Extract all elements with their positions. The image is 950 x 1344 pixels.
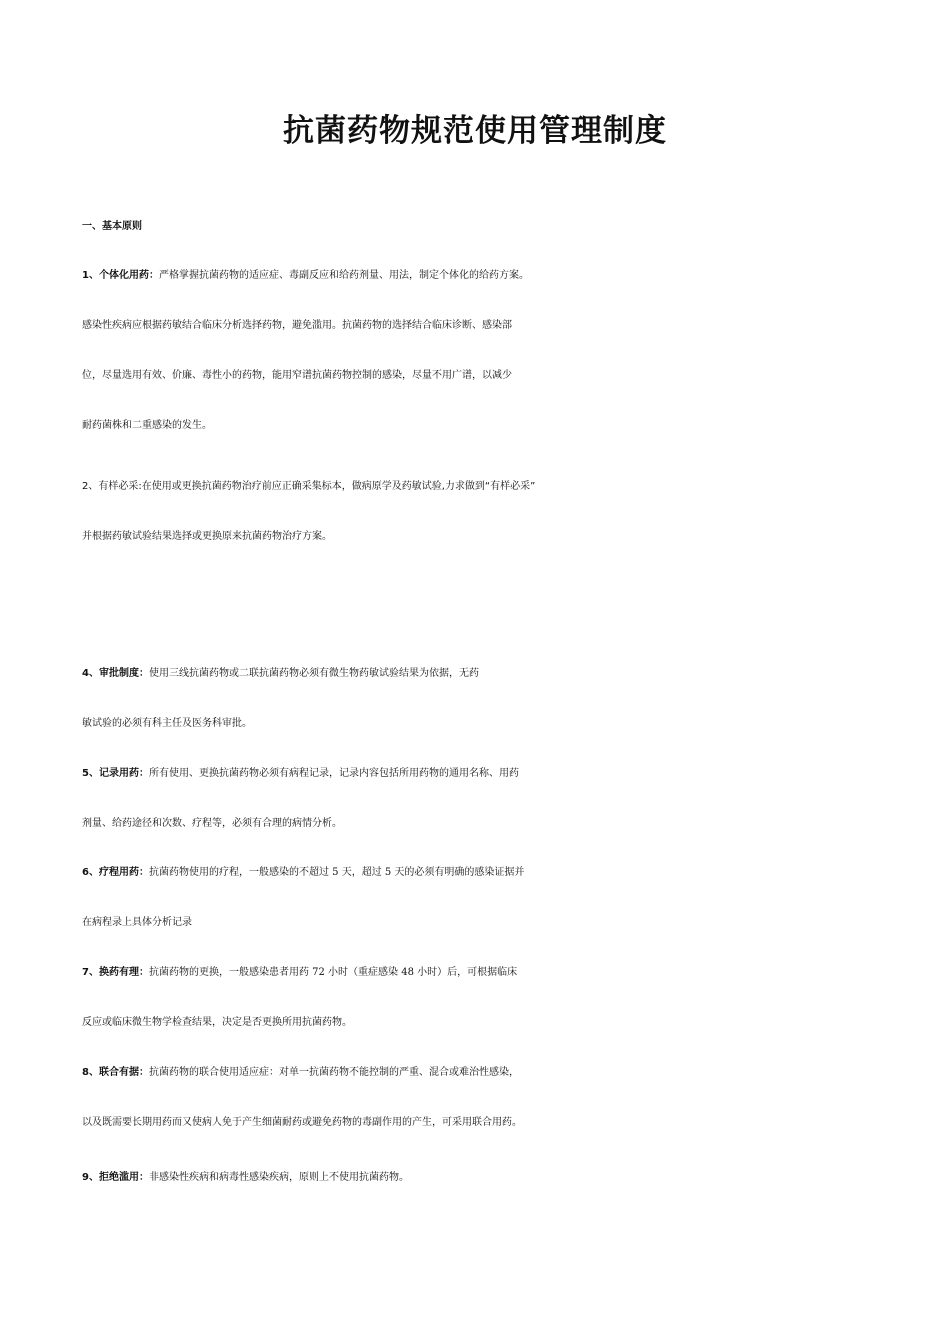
item-7-lead: 7、换药有理	[82, 967, 139, 978]
item-8-text: 抗菌药物的联合使用适应症：对单一抗菌药物不能控制的严重、混合或难治性感染，	[148, 1067, 519, 1078]
item-1-line-2: 感染性疾病应根据药敏结合临床分析选择药物，避免滥用。抗菌药物的选择结合临床诊断、感染部	[82, 320, 512, 331]
item-1-line-3: 位，尽量选用有效、价廉、毒性小的药物，能用窄谱抗菌药物控制的感染，尽量不用广谱，以减少	[82, 370, 512, 381]
item-2-lead: 2、有样必采	[82, 481, 139, 492]
item-2-separator: :	[138, 481, 142, 492]
item-7-line-2: 反应或临床微生物学检查结果，决定是否更换所用抗菌药物。	[82, 1017, 352, 1028]
item-4-line-1	[82, 662, 882, 686]
item-9-line-1	[82, 1166, 882, 1190]
item-5-line-2: 剂量、给药途径和次数、疗程等，必须有合理的病情分析。	[82, 818, 342, 829]
item-5-line-1	[82, 762, 882, 786]
item-8-line-1	[82, 1061, 882, 1085]
item-1-lead: 1、个体化用药	[82, 270, 149, 281]
item-9-text: 非感染性疾病和病毒性感染疾病，原则上不使用抗菌药物。	[148, 1172, 409, 1183]
item-7-text: 抗菌药物的更换，一般感染患者用药 72 小时（重症感染 48 小时）后，可根据临床	[148, 967, 518, 978]
item-1-separator: ：	[148, 270, 159, 281]
item-9-lead: 9、拒绝滥用	[82, 1172, 139, 1183]
item-5-lead: 5、记录用药	[82, 768, 139, 779]
item-2-text: 在使用或更换抗菌药物治疗前应正确采集标本，做病原学及药敏试验,力求做到“有样必采”	[141, 481, 536, 492]
item-6-separator: ：	[138, 867, 149, 878]
item-4-line-2: 敏试验的必须有科主任及医务科审批。	[82, 718, 252, 729]
item-1-line-4: 耐药菌株和二重感染的发生。	[82, 420, 212, 431]
item-7-line-1	[82, 961, 882, 985]
item-1-text: 严格掌握抗菌药物的适应症、毒副反应和给药剂量、用法，制定个体化的给药方案。	[158, 270, 529, 281]
item-9-separator: ：	[138, 1172, 149, 1183]
item-5-separator: ：	[138, 768, 149, 779]
item-1-line-1	[82, 264, 882, 288]
item-6-line-1	[82, 861, 882, 885]
item-2-line-2: 并根据药敏试验结果选择或更换原来抗菌药物治疗方案。	[82, 531, 332, 542]
document-title: 抗菌药物规范使用管理制度	[283, 113, 667, 149]
item-6-lead: 6、疗程用药	[82, 867, 139, 878]
item-8-line-2: 以及既需要长期用药而又使病人免于产生细菌耐药或避免药物的毒副作用的产生，可采用联合用药。	[82, 1117, 522, 1128]
item-4-lead: 4、审批制度	[82, 668, 139, 679]
item-5-text: 所有使用、更换抗菌药物必须有病程记录，记录内容包括所用药物的通用名称、用药	[148, 768, 519, 779]
item-2-line-1	[82, 475, 882, 499]
item-6-text: 抗菌药物使用的疗程，一般感染的不超过 5 天，超过 5 天的必须有明确的感染证据并	[148, 867, 525, 878]
item-6-line-2: 在病程录上具体分析记录	[82, 917, 192, 928]
item-8-lead: 8、联合有据	[82, 1067, 139, 1078]
section-heading-basic-principles: 一、基本原则	[82, 221, 142, 232]
item-8-separator: ：	[138, 1067, 149, 1078]
item-4-separator: ：	[138, 668, 149, 679]
item-7-separator: ：	[138, 967, 149, 978]
item-4-text: 使用三线抗菌药物或二联抗菌药物必须有微生物药敏试验结果为依据，无药	[148, 668, 479, 679]
